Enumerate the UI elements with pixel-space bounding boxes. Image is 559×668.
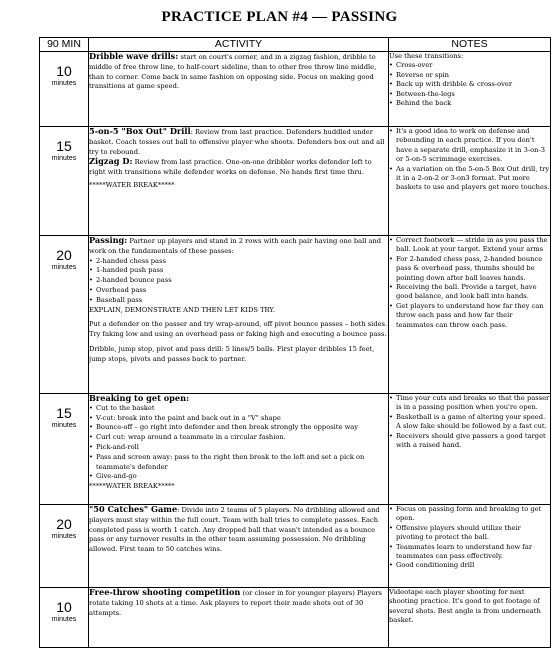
list-item: • Get players to understand how far they can throw each pass and how far their teammates can throw each pass. xyxy=(389,302,550,330)
list-item: • Basketball is a game of altering your speed. A slow fake should be followed by a fast cut. xyxy=(389,413,550,432)
list-item: • Back up with dribble & cross-over xyxy=(389,80,550,89)
activity-heading: 5-on-5 "Box Out" Drill xyxy=(89,126,191,136)
list-item: • Overhead pass xyxy=(89,286,388,296)
list-item: • Baseball pass xyxy=(89,296,388,306)
notes-list xyxy=(389,127,550,193)
list-item: • Cut to the basket xyxy=(89,404,388,414)
table-row xyxy=(40,52,551,127)
activity-cell xyxy=(89,588,389,648)
activity-heading: Breaking to get open: xyxy=(89,393,190,403)
list-item: • V-cut: break into the paint and back out in a "V" shape xyxy=(89,414,388,424)
minutes-unit: minutes xyxy=(51,80,77,87)
emphasis-text: EXPLAIN, DEMONSTRATE AND THEN LET KIDS TRY. xyxy=(89,305,276,314)
table-row xyxy=(40,127,551,236)
header-row xyxy=(40,38,551,52)
practice-plan-table xyxy=(39,37,551,648)
activity-heading: Zigzag D: xyxy=(89,156,133,167)
minutes-value: 20 xyxy=(56,516,72,532)
header-notes: NOTES xyxy=(389,38,551,52)
minutes-value: 15 xyxy=(56,405,72,421)
activity-heading: "50 Catches" Game xyxy=(89,504,178,514)
notes-list xyxy=(389,61,550,108)
notes-list xyxy=(389,505,550,571)
water-break: *****WATER BREAK***** xyxy=(89,482,175,491)
list-item: • Receiving the ball. Provide a target, have good balance, and look ball into hands. xyxy=(389,283,550,302)
activity-text: Review from last practice. One-on-one dribbler works defender left to right with transitions while defender works on defense. No hands first time thru. xyxy=(89,158,372,177)
list-item: • Behind the back xyxy=(389,99,550,108)
activity-heading: Free-throw shooting competition xyxy=(89,587,241,597)
notes-text: Videotape each player shooting for next shooting practice. It's good to get footage of several shots. Best angle is from underneath basket. xyxy=(389,588,541,625)
list-item: • Offensive players should utilize their pivoting to protect the ball. xyxy=(389,524,550,543)
notes-cell xyxy=(389,588,551,648)
time-cell xyxy=(40,394,89,505)
list-item: • Curl cut: wrap around a teammate in a circular fashion. xyxy=(89,433,388,443)
pass-list xyxy=(89,257,388,306)
list-item: • Bounce-off – go right into defender and then break strongly the opposite way xyxy=(89,423,388,433)
activity-cell xyxy=(89,127,389,236)
table-row xyxy=(40,588,551,648)
notes-list xyxy=(389,394,550,450)
time-cell xyxy=(40,127,89,236)
list-item: • Teammates learn to understand how far teammates can pass effectively. xyxy=(389,543,550,562)
list-item: • 2-handed bounce pass xyxy=(89,276,388,286)
notes-cell xyxy=(389,52,551,127)
list-item: • 2-handed chess pass xyxy=(89,257,388,267)
notes-cell xyxy=(389,505,551,588)
activity-cell xyxy=(89,236,389,394)
list-item: • Cross-over xyxy=(389,61,550,70)
minutes-unit: minutes xyxy=(51,616,77,623)
list-item: • Reverse or spin xyxy=(389,71,550,80)
table-row xyxy=(40,394,551,505)
minutes-unit: minutes xyxy=(51,422,77,429)
activity-heading: Dribble wave drills: xyxy=(89,51,179,61)
minutes-value: 10 xyxy=(56,599,72,615)
notes-cell xyxy=(389,236,551,394)
list-item: • Pass and screen away: pass to the right then break to the left and set a pick on teammate's defender xyxy=(89,453,388,473)
activity-text: start on court's corner, and in a zigzag fashion, dribble to middle of free throw line, to half-court sideline, than to other free throw line middle, than to corner. Come back in same fashion on opposing side. Focus on making good transitions at game speed. xyxy=(89,53,377,91)
water-break: *****WATER BREAK***** xyxy=(89,180,175,189)
list-item: • Receivers should give passers a good target with a raised hand. xyxy=(389,432,550,451)
activity-text: : Divide into 2 teams of 5 players. No dribbling allowed and players must stay within the full court. Team with ball tries to complete passes. Each completed pass is worth 1 catch. Any dropped ball that wasn't intended as a bounce pass or any turnover results in the other team assuming possession. No dribbling allowed. First team to 50 catches wins. xyxy=(89,506,380,554)
page-title: PRACTICE PLAN #4 — PASSING xyxy=(161,9,398,25)
list-item: • 1-handed push pass xyxy=(89,266,388,276)
list-item: • Give-and-go xyxy=(89,472,388,482)
minutes-unit: minutes xyxy=(51,533,77,540)
notes-intro: Use these transitions: xyxy=(389,52,464,60)
activity-text: Partner up players and stand in 2 rows with each pair having one ball and work on the fundamentals of these passes: xyxy=(89,237,382,255)
list-item: • Time your cuts and breaks so that the passer is in a passing position when you're open. xyxy=(389,394,550,413)
time-cell xyxy=(40,236,89,394)
table-row xyxy=(40,505,551,588)
notes-list xyxy=(389,236,550,330)
notes-cell xyxy=(389,394,551,505)
activity-heading: Passing: xyxy=(89,235,128,245)
list-item: • Between-the-legs xyxy=(389,90,550,99)
list-item: • Pick-and-roll xyxy=(89,443,388,453)
time-cell xyxy=(40,52,89,127)
activity-text: Put a defender on the passer and try wrap-around, off pivot bounce passes – both sides. Try faking low and using an overhead pass or faking high and executing a bounce pass. xyxy=(89,320,388,339)
list-item: • Good conditioning drill xyxy=(389,561,550,570)
notes-cell xyxy=(389,127,551,236)
time-cell xyxy=(40,588,89,648)
activity-cell xyxy=(89,505,389,588)
minutes-value: 15 xyxy=(56,138,72,154)
activity-text: Dribble, jump stop, pivot and pass drill: 5 lines/5 balls. First player dribbles 15 feet, jump stops, pivots and passes back to partner. xyxy=(89,344,375,363)
activity-cell xyxy=(89,52,389,127)
activity-cell xyxy=(89,394,389,505)
list-item: • Correct footwork — stride in as you pass the ball. Look at your target. Extend your arms xyxy=(389,236,550,255)
list-item: • Focus on passing form and breaking to get open. xyxy=(389,505,550,524)
activity-text: (or closer in for younger players) Players rotate taking 10 shots at a time. Ask players to report their made shots out of 30 attempts. xyxy=(89,589,382,617)
header-time: 90 MIN xyxy=(40,38,89,52)
list-item: • For 2-handed chess pass, 2-handed bounce pass & overhead pass, thumbs should be pointing down after ball leaves hands. xyxy=(389,255,550,283)
time-cell xyxy=(40,505,89,588)
minutes-unit: minutes xyxy=(51,155,77,162)
minutes-unit: minutes xyxy=(51,264,77,271)
cut-list xyxy=(89,404,388,482)
list-item: • As a variation on the 5-on-5 Box Out drill, try it in a 2-on-2 or 3-on3 format. Put more baskets to use and players get more touches. xyxy=(389,165,550,193)
activity-text: : Review from last practice. Defenders huddled under basket. Coach tosses out ball to offensive player who shoots. Defenders box out and all try to rebound. xyxy=(89,128,385,156)
table-row xyxy=(40,236,551,394)
minutes-value: 20 xyxy=(56,247,72,263)
list-item: • It's a good idea to work on defense and rebounding in each practice. If you don't have a separate drill, emphasize it in 3-on-3 or 5-on-5 scrimmage exercises. xyxy=(389,127,550,165)
header-activity: ACTIVITY xyxy=(89,38,389,52)
minutes-value: 10 xyxy=(56,63,72,79)
